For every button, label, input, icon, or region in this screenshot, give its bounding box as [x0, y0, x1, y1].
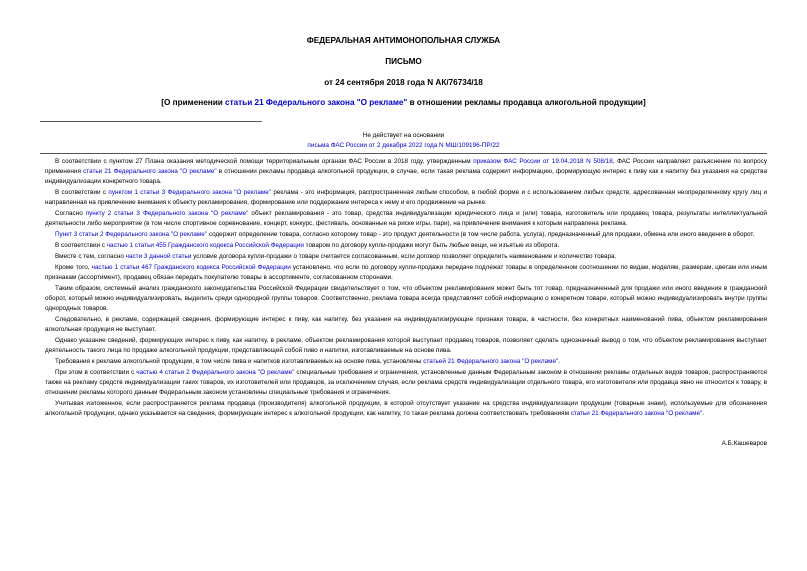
- civil-code-link[interactable]: частью 1 статьи 455 Гражданского кодекса Российской Федерации: [106, 242, 304, 249]
- paragraph-9: Следовательно, в рекламе, содержащей сведения, формирующие интерес к пиву, как напитку, без указания на индивидуализирующие признаки товара, в частности, без конкретных наименований пива, объектом рекламирования алкогольная продукция не выступает.: [45, 316, 767, 333]
- paragraph-5: В соответствии с частью 1 статьи 455 Гражданского кодекса Российской Федерации товаром по договору купли-продажи могут быть любые вещи, не изъятые из оборота.: [55, 242, 560, 249]
- law-link[interactable]: Пункт 3 статьи 2 Федерального закона "О рекламе": [55, 231, 208, 238]
- paragraph-8: Таким образом, системный анализ гражданского законодательства Российской Федерации свидетельствует о том, что объектом рекламирования может быть тот товар, предназначенный для продажи или иного введения в гражданский оборот, который можно индивидуализировать, выделить среди однородной группы товаров. Соответственно, реклама товара всегда представляет собой информацию о конкретном товаре, который можно индивидуализировать внутри группы однородных товаров.: [45, 285, 767, 312]
- law-link[interactable]: пункту 2 статьи 3 Федерального закона "О рекламе": [85, 210, 249, 217]
- header-divider: [40, 121, 262, 122]
- document-title: [О применении статьи 21 Федерального закона "О рекламе" в отношении рекламы продавца алкогольной продукции]: [161, 98, 646, 107]
- status-note-link-line: [0, 141, 807, 151]
- civil-code-link[interactable]: частью 1 статьи 467 Гражданского кодекса Российской Федерации: [91, 264, 291, 271]
- paragraph-7: Кроме того, частью 1 статьи 467 Гражданского кодекса Российской Федерации установлено, что если по договору купли-продажи передаче подлежат товары в определенном соотношении по видам, моделям, размерам, цветам или иным признакам (ассортимент), продавец обязан передать покупателю товары в ассортименте, согласованном сторонами.: [45, 264, 767, 281]
- paragraph-3: Согласно пункту 2 статьи 3 Федерального закона "О рекламе" объект рекламирования - это товар, средства индивидуализации юридического лица и (или) товара, изготовитель или продавец товара, результаты интеллектуальной деятельности либо мероприятие (в том числе спортивное соревнование, концерт, конкурс, фестиваль, основанные на риске игры, пари), на привлечение внимания к которым направлена реклама.: [45, 210, 767, 227]
- signature: А.Б.Кашеваров: [721, 440, 767, 447]
- paragraph-2: В соответствии с пунктом 1 статьи 3 Федерального закона "О рекламе" реклама - это информация, распространенная любым способом, в любой форме и с использованием любых средств, адресованная неопределенному кругу лиц и направленная на привлечение внимания к объекту рекламирования, формирование или поддержание интереса к нему и его продвижение на рынке.: [45, 189, 767, 206]
- repeal-letter-link[interactable]: письма ФАС России от 2 декабря 2022 года N МШ/109196-ПР/22: [307, 142, 500, 149]
- status-note: Не действует на основании: [362, 132, 445, 139]
- paragraph-11: Требования к рекламе алкогольной продукции, в том числе пива и напитков изготавливаемых на основе пива, установлены статьей 21 Федерального закона "О рекламе".: [55, 358, 561, 365]
- civil-code-link[interactable]: части 3 данной статьи: [125, 253, 192, 260]
- law-link[interactable]: статьи 21 Федерального закона "О рекламе": [83, 168, 217, 175]
- paragraph-12: При этом в соответствии с частью 4 статьи 2 Федерального закона "О рекламе" специальные требования и ограничения, установленные данным Федеральным законом в отношении рекламы отдельных видов товаров, распространяются также на рекламу средств индивидуализации таких товаров, их изготовителей или продавцов, за исключением случая, если реклама средств индивидуализации отдельного товара, его изготовителя или продавца явно не относится к товару, в отношении рекламы которого данным Федеральным законом установлены специальные требования и ограничения.: [45, 369, 767, 396]
- paragraph-10: Однако указание сведений, формирующих интерес к пиву, как напитку, в рекламе, объектом рекламирования которой выступает продавец товаров, позволяет сделать однозначный вывод о том, что объектом рекламирования выступает деятельность такого лица по продаже алкогольной продукции, представляющей собой пиво и напитки, изготавливаемые на основе пива.: [45, 337, 767, 354]
- paragraph-1: В соответствии с пунктом 27 Плана оказания методической помощи территориальным органам ФАС России в 2018 году, утвержденным приказом ФАС России от 19.04.2018 N 508/18, ФАС России направляет разъяснение по вопросу применения статьи 21 Федерального закона "О рекламе" в отношении рекламы продавца алкогольной продукции, в случае, если такая реклама содержит информацию, формирующую интерес к пиву как к напитку без указания на средства индивидуализации конкретного товара.: [45, 158, 767, 185]
- law-link[interactable]: статьи 21 Федерального закона "О рекламе": [570, 410, 703, 417]
- law-link[interactable]: пунктом 1 статьи 3 Федерального закона "О рекламе": [108, 189, 272, 196]
- document-type: ПИСЬМО: [385, 57, 422, 66]
- paragraph-6: Вместе с тем, согласно части 3 данной статьи условие договора купли-продажи о товаре считается согласованным, если договор позволяет определить наименование и количество товара.: [55, 253, 617, 260]
- agency-name: ФЕДЕРАЛЬНАЯ АНТИМОНОПОЛЬНАЯ СЛУЖБА: [306, 36, 501, 45]
- letter-body: [45, 157, 767, 420]
- law-link[interactable]: частью 4 статьи 2 Федерального закона "О рекламе": [136, 369, 295, 376]
- order-link[interactable]: приказом ФАС России от 19.04.2018 N 508/18: [473, 158, 613, 165]
- title-law-link[interactable]: статьи 21 Федерального закона "О рекламе": [225, 98, 408, 107]
- law-link[interactable]: статьей 21 Федерального закона "О рекламе": [423, 358, 559, 365]
- document-date-number: от 24 сентября 2018 года N АК/76734/18: [324, 78, 483, 87]
- paragraph-4: Пункт 3 статьи 2 Федерального закона "О рекламе" содержит определение товара, согласно которому товар - это продукт деятельности (в том числе работа, услуга), предназначенный для продажи, обмена или иного введения в оборот.: [55, 231, 755, 238]
- paragraph-13: Учитывая изложенное, если распространяется реклама продавца (производителя) алкогольной продукции, в которой отсутствует указание на средства индивидуализации продукции (товарные знаки), используемые для обозначения алкогольной продукции, однако указывается на сведения, формирующие интерес к алкогольной продукции, как напитку, то такая реклама должна соответствовать требованиям статьи 21 Федерального закона "О рекламе".: [45, 400, 767, 417]
- body-divider: [40, 153, 767, 154]
